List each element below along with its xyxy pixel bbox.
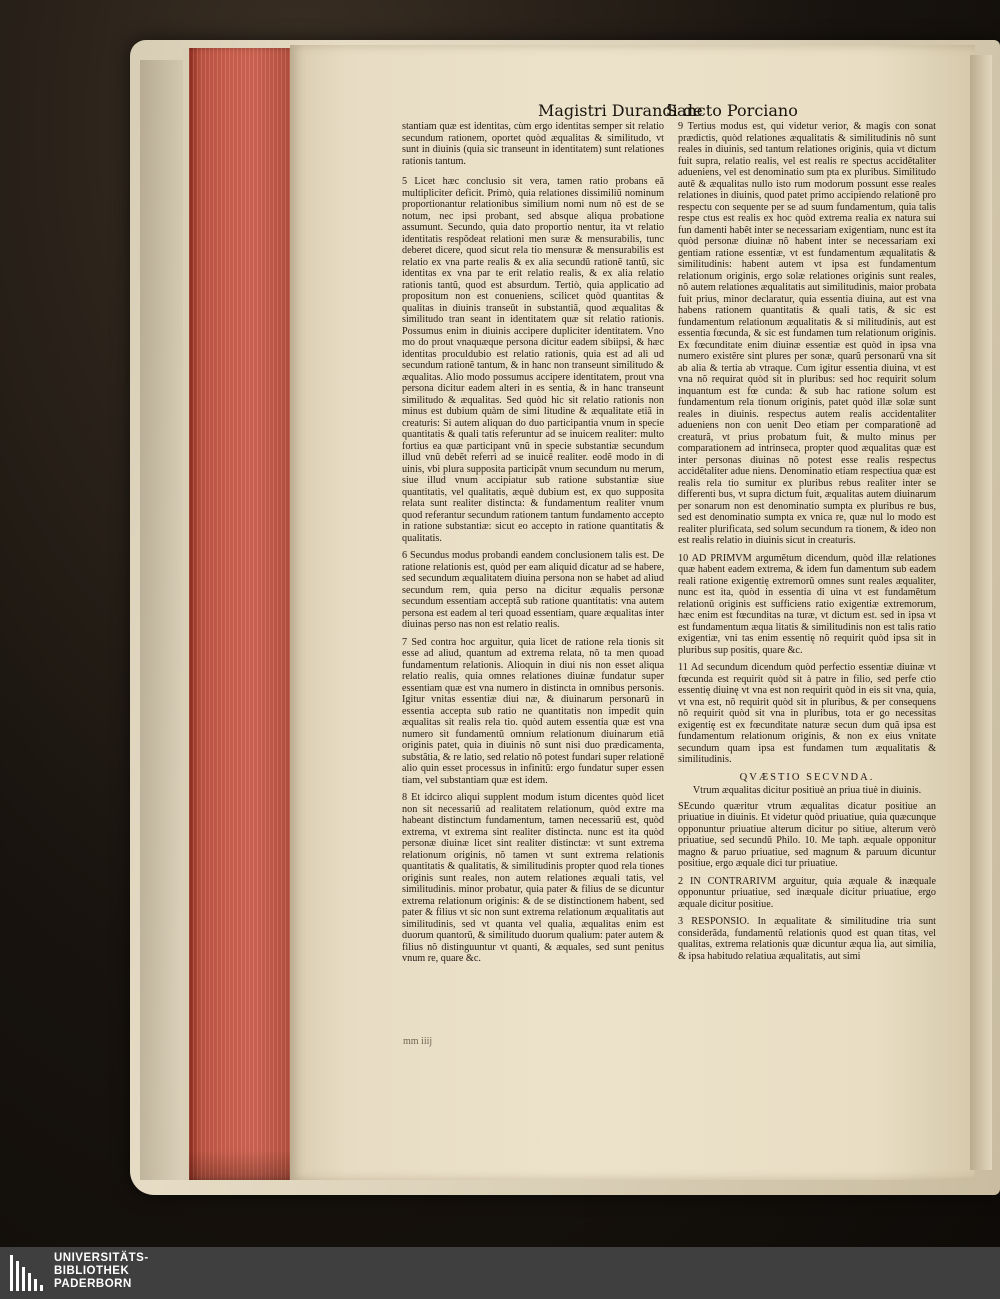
question-heading: QVÆSTIO SECVNDA. [739,771,875,783]
left-paragraph: stantiam quæ est identitas, cùm ergo identitas semper sit relatio secundum rationem, oportet quòd æqualitas & similitudo, vt sunt in diuinis (quia sic transeunt in identitatem) sunt relationes rationis tantum. [402,121,664,167]
running-head-left: Magistri Durandi de [538,101,703,120]
question-title: Vtrum æqualitas dicitur positiuè an priua tiuè in diuinis. [692,785,922,796]
library-name-line: UNIVERSITÄTS- [54,1252,149,1264]
library-footer [0,1247,1000,1299]
library-logo-icon [10,1255,48,1291]
right-paragraph: 9 Tertius modus est, qui videtur verior, & magis con sonat prædictis, quòd relationes æqualitatis & similitudinis nõ sunt reales in diuinis, sed tantum relationes originis, quia vt dictum fuit supra, relatio realis, vel est realis re spectus accidẽtaliter adueniens, vel est denominatio sum pta ex pluribus. Similitudo autẽ & æqualitas nullo isto rum modorum possunt esse reales relationes in diuinis, quod patet primo accipiendo relationẽ pro respectu con sequente per se ad suum fundamentum, quia talis respe ctus est realis ex hoc quòd extrema realia ex natura sui fun damenti habẽt inter se necessariam exigentiam, nunc est ita quòd personæ diuinæ nõ habent inter se necessariam exi gentiam ratione essentiæ, vt est fundamentum æqualitatis & similitudinis: habent autem vt ipsa est fundamentum relationum originis, ergo solæ relationes originis sunt reales, nõ autem relationes æqualitatis aut similitudinis, maior probata fuit prius, minor declaratur, quia essentia diuina, aut est vna habens rationem quantitatis & quali tatis, & sic est fundamentum relationum æqualitatis & si militudinis, aut est essentia fœcunda, & sic est fundamen tum relationum originis. Ex fœcunditate enim diuinæ essentiæ est quòd in ipsa vna numero existẽre sint plures per sonæ, quarũ personarũ vna sit ab alia & tertia ab vtraque. Cum igitur essentia diuina, vt est vna nõ requirat quòd sit in pluribus: sed hoc requirit solum inquantum est fœ cunda: & sub hac ratione solum est fundamentum rela tionum originis, patet quòd illæ solæ sunt reales in diuinis. respectus autem realis accidentaliter adueniens non con uenit Deo etiam per comparationẽ ad creaturã, vt prius probatum fuit, & multo minus per comparationem ad intrinseca, propter quod æqualitas quæ est inter personas diuinas nõ potest esse realis respectus accidẽtaliter adue niens. Denominatio etiam respectiua quæ est realis rela tio sumitur ex pluribus rebus realiter inter se differenti bus, vt supra dictum fuit, æqualitas autem diuinarum per sonarum non est denominatio sumpta ex pluribus re bus, sed est denominatio sumpta ex vnica re, quæ nul lo modo est realiter plurificata, sed solum secundum ra tionem, & ideo non est realis relatio in diuinis sicut in creaturis. [678,121,936,546]
right-paragraph: SEcundo quæritur vtrum æqualitas dicatur positiue an priuatiue in diuinis. Et videtur quòd priuatiue, quia quæcunque opponuntur priuatiue alterum dicitur po sitiue, alterum verò priuatiue, sed secundũ Philo. 10. Me taph. æquale opponitur magno & paruo priuatiue, sed magnum & paruum dicuntur positiue, ergo æquale dici tur priuatiue. [678,800,936,869]
library-name-line: BIBLIOTHEK [54,1265,130,1277]
left-paragraph: 7 Sed contra hoc arguitur, quia licet de ratione rela tionis sit esse ad aliud, quantum ad extrema relata, nõ ta men quoad fundamentum relationis. Alioquin in diui nis non esset aliqua relatio realis, quia omnes relationes diuinæ fundatur super essentiam quæ est vna numero in distincta in omnibus personis. Igitur vnitas essentiæ diui næ, & diuinarum personarũ in essentia accepta sub ratio ne quantitatis non impedit quin æqualitas sit realis rela tio. quòd autem essentia quæ est vna numero sit fundamentũ omnium relationum diuinarum etiã originis patet, quia in diuinis nõ sunt nisi duo prædicamenta, substãtia, & re latio, sed relatio nõ potest fundari super relationẽ alio quin esset processus in infinitũ: ergo fundatur super essen tiam, vel substantiam quæ est idem. [402,636,664,786]
right-paragraph: 11 Ad secundum dicendum quòd perfectio essentiæ diuinæ vt fœcunda est requirit quòd sit à patre in filio, sed perfe ctio essentię diuinę vt vna est non requirit quòd in eis sit vna, quia, vt vna est, nõ requirit quòd sit in pluribus, & per consequens nõ requirit quòd sit vna in pluribus, tota er go necessitas exigentię est ex fœcunditate naturæ secun dum quã ipsa est fundamentum relationum originis, & non ex eius vnitate secundum quam ipsa est fundamen tum æqualitatis & similitudinis. [678,662,936,765]
library-name [54,1252,149,1291]
right-paragraph: 10 AD PRIMVM argumẽtum dicendum, quòd illæ relationes quæ habent eadem extrema, & idem fun damentum sub eadem reali ratione exigentię extremorũ omnes sunt reales æqualiter, nunc est ita, quòd in essentia di uina vt est fundamẽtum relationũ originis est sufficiens ratio exigentiæ extremorum, hæc enim est fœcunditas na turæ, vt dictum est. sed in ipsa vt est fundamentum æqua litatis & similitudinis non est talis ratio exigentiæ, vni tas enim essentię nõ requirit quòd ipsa sit in pluribus sup positis, quare &c. [678,552,936,656]
left-paragraph: 8 Et idcirco aliqui supplent modum istum dicentes quòd licet non sit necessariũ ad realitatem relationum, quòd extre ma habeant distinctum fundamentum, tamen necessariũ est, quòd extrema, vt extrema sint realiter distincta. nunc est ita quòd personæ diuinæ licet sint realiter distinctæ: vt sunt extrema relationum originis, nõ tamen vt sunt extrema relationis quantitatis & qualitatis, & similitudinis propter quod rela tiones originis sunt reales, non autem relationes æquali tatis, vel similitudinis. minor probatur, quia pater & filius de se dicuntur extrema relationum originis: & de se distinctionem habent, sed pater & filius vt sic non sunt extrema relationum æqualitatis aut similitudinis, sed vt quanta vel qualia, æqualitas enim est duorum quantorũ, & similitudo duorum qualium: pater autem & filius nõ distinguuntur vt quanti, & æquales, sed sunt penitus vnum re, quare &c. [402,792,664,964]
library-name-line: PADERBORN [54,1278,132,1290]
right-text-column [678,121,936,1073]
left-paragraph: 5 Licet hæc conclusio sit vera, tamen ratio probans eã multipliciter deficit. Primò, quia relationes dissimiliũ nominum proportionantur relationibus similium nomi num nõ est de se notum, nec ipsi probant, sed absque aliqua probatione assumunt. Secundo, quia dato proportio nentur, ita vt relatio identitatis respõdeat relationi men suræ & mensurabilis, tunc deberet dicere, quod sicut rela tio mensuræ & mensurabilis est relatio ex vna parte realis & ex alia secundũ rationẽ tantũ, sic identitas ex vna par te erit relatio realis, & ex alia relatio rationis tantũ, quod est absurdum. Tertiò, quia applicatio ad propositum non est conueniens, scilicet quòd quantitas & qualitas in diuinis transeũt in substantiã, quod æqualitas & similitudo tran seant in identitatem quæ sit relatio rationis. Possumus enim in diuinis accipere dupliciter identitatem. Vno mo do prout vnaquæque persona dicitur eadem sibiipsi, & hæc identitas proculdubio est relatio rationis, quia est ad ali ud secundum rationẽ tantum, & in hanc non transeunt similitudo & æqualitas. Alio modo possumus accipere identitatem, prout vna persona dicitur eadem alteri in es sentia, & in hanc transeunt similitudo & æqualitas. Sed quòd hic sit relatio rationis non minus est dubium quàm de simi litudine & æqualitate etiã in creaturis: Si autem aliquan do duo participantia vnum in specie quantitatis & quali tatis referuntur ad se inuicem realiter: multo fortius ea quæ participant vnũ in specie substantiæ secundum illud vnũ debẽt referri ad se inuicẽ realiter. eodẽ modo in di uinis, vbi plura supposita participãt vnum secundum nu merum, siue illud vnum accipiatur sub ratione substantiæ siue quantitatis, vel qualitatis, æquè dubium est, ex quo supposita relata sunt realiter distincta: & fundamentum realiter vnum quod referantur secundum rationem tantum fundamento accepto in ratione substantiæ: sicut eo accepto in ratione quantitatis & qualitatis. [402,176,664,544]
signature-mark: mm iiij [403,1036,433,1047]
red-page-edges [183,48,301,1180]
left-text-column [402,121,664,1053]
right-paragraph: 2 IN CONTRARIVM arguitur, quia æquale & inæquale opponuntur priuatiue, sed inæquale dicitur priuatiue, ergo æquale dicitur positiue. [678,875,936,910]
right-paragraph: 3 RESPONSIO. In æqualitate & similitudine tria sunt considerãda, fundamentũ relationis quod est quan titas, vel qualitas, extrema relationis quæ dicuntur æqua lia, aut similia, & ipsa habitudo relatiua æqualitatis, aut simi [678,916,936,962]
left-paragraph: 6 Secundus modus probandi eandem conclusionem talis est. De ratione relationis est, quòd per eam aliquid dicatur ad se habere, sed secundum æqualitatem diuina persona non se habet ad aliud secundum rem, quia perso na dicitur æqualis personæ secundum essentiam acceptã sub ratione quantitatis: vna autem persona est eadem al teri quoad essentiam, quare æqualitas inter diuinas perso nas non est relatio realis. [402,550,664,630]
page-gutter-shadow [970,55,992,1170]
running-head-right: Sancto Porciano [666,101,798,120]
